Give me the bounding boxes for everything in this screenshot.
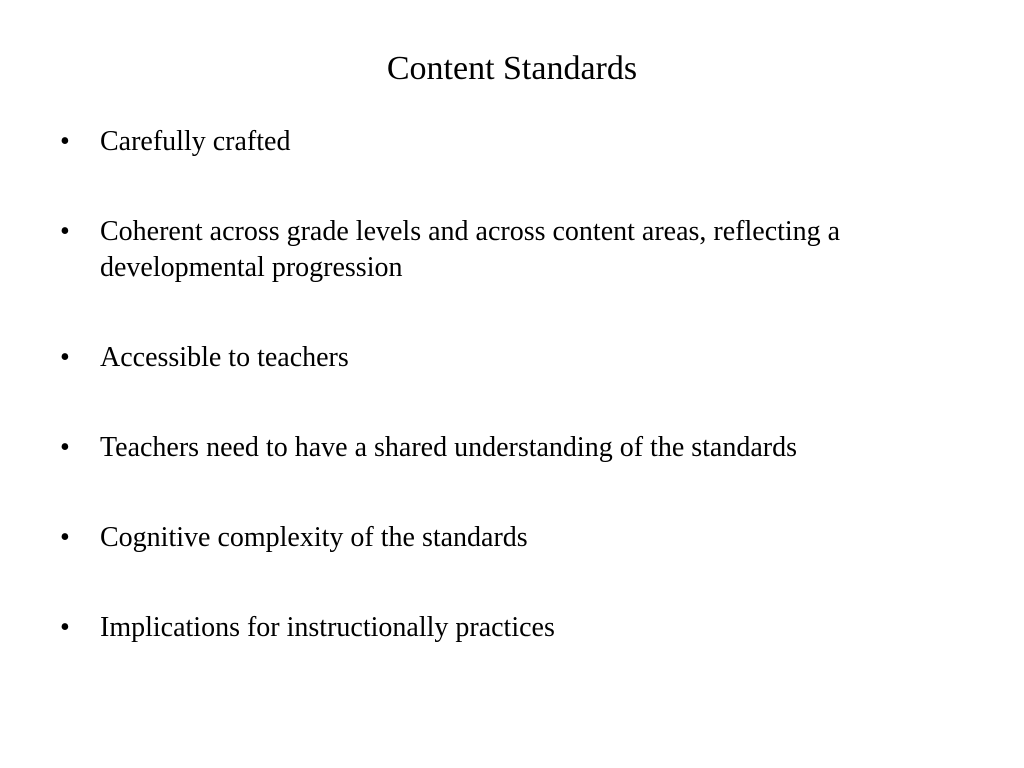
bullet-item-carefully-crafted	[0, 124, 1024, 160]
bullet-text: Accessible to teachers	[100, 342, 349, 373]
bullet-icon: •	[60, 216, 70, 247]
bullet-icon: •	[60, 522, 70, 553]
bullet-text: Coherent across grade levels and across content areas, reflecting a developmental progression	[100, 216, 841, 283]
bullet-text: Implications for instructionally practices	[100, 612, 555, 643]
bullet-icon: •	[60, 126, 70, 157]
slide-title: Content Standards	[386, 50, 638, 87]
bullet-item-implications	[0, 610, 1024, 646]
bullet-text: Cognitive complexity of the standards	[100, 522, 528, 553]
bullet-item-accessible	[0, 340, 1024, 376]
bullet-list	[0, 124, 1024, 700]
bullet-item-cognitive-complexity	[0, 520, 1024, 556]
bullet-item-coherent	[0, 214, 1024, 286]
bullet-icon: •	[60, 342, 70, 373]
bullet-text: Carefully crafted	[100, 126, 291, 157]
bullet-item-shared-understanding	[0, 430, 1024, 466]
bullet-icon: •	[60, 612, 70, 643]
bullet-text: Teachers need to have a shared understanding of the standards	[100, 432, 797, 463]
bullet-icon: •	[60, 432, 70, 463]
